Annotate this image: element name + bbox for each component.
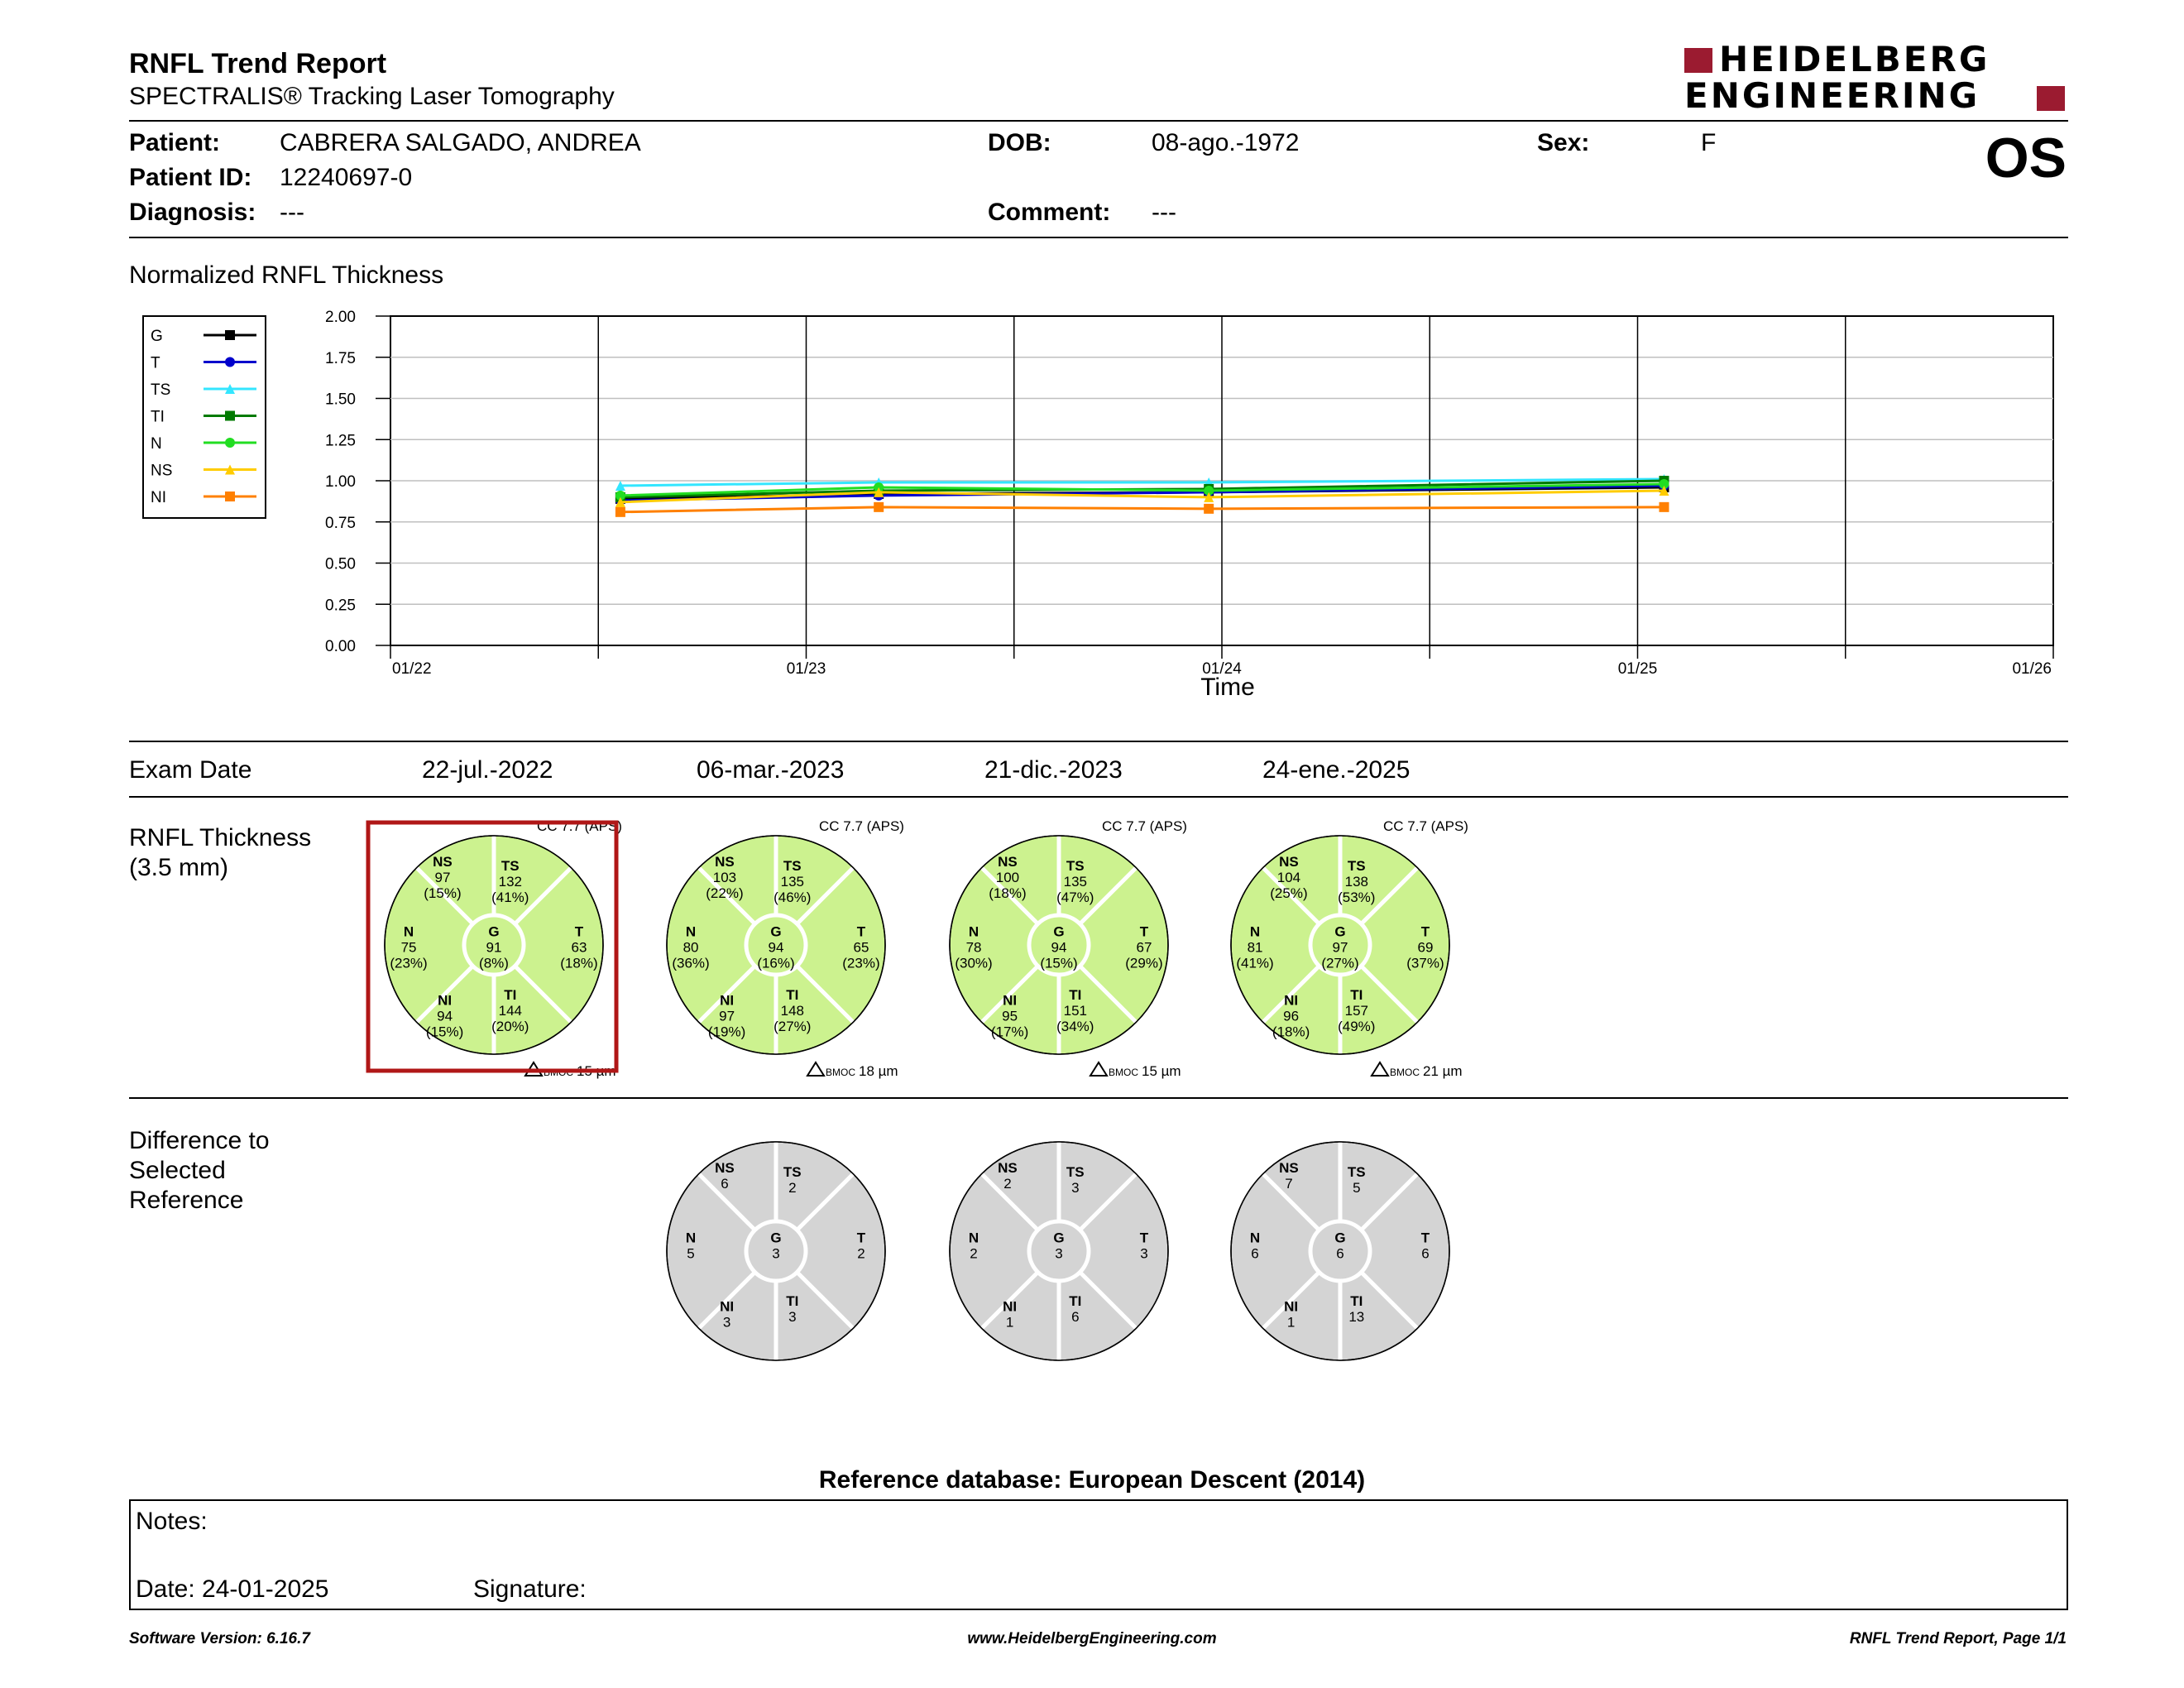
sector-value-n: 78 [965, 939, 982, 956]
exam-date-4: 24-ene.-2025 [1262, 756, 1410, 784]
sector-name-g: G [1053, 1230, 1065, 1246]
chart-grid [376, 316, 2053, 659]
sector-name-n: N [403, 923, 414, 940]
sector-name-ti: TI [1350, 987, 1363, 1003]
sector-name-t: T [856, 1230, 866, 1246]
bmoc-value: 21 µm [1423, 1063, 1463, 1079]
sector-percent-t: (29%) [1125, 955, 1163, 971]
sector-name-t: T [1139, 923, 1149, 940]
bmoc-label: BMOC [544, 1067, 573, 1078]
cc-label: CC 7.7 (APS) [537, 818, 622, 834]
report-subtitle: SPECTRALIS® Tracking Laser Tomography [129, 83, 615, 110]
sex-value: F [1701, 129, 1717, 156]
sector-name-t: T [1139, 1230, 1149, 1246]
patient-id-label: Patient ID: [129, 164, 252, 191]
y-tick-label: 0.25 [325, 597, 356, 615]
sector-percent-n: (30%) [955, 955, 993, 971]
sector-name-ni: NI [1284, 1298, 1299, 1315]
y-tick-label: 2.00 [325, 309, 356, 326]
y-axis-ticks [325, 309, 356, 655]
logo-text-bottom: ENGINEERING [1684, 75, 1980, 116]
sector-value-n: 75 [400, 939, 417, 956]
comment-label: Comment: [988, 199, 1111, 226]
difference-diagram [667, 1142, 885, 1360]
sector-value-ns: 100 [995, 869, 1020, 885]
sector-percent-ni: (15%) [425, 1024, 464, 1040]
cc-label: CC 7.7 (APS) [1102, 818, 1187, 834]
sector-name-ni: NI [720, 992, 735, 1009]
legend-label-n: N [151, 435, 162, 453]
sector-name-ni: NI [720, 1298, 735, 1315]
sector-diff-ns: 2 [1003, 1175, 1012, 1192]
delta-icon [1372, 1062, 1388, 1076]
exam-date-label: Exam Date [129, 756, 252, 784]
thickness-diagram [1231, 818, 1468, 1079]
sector-diff-ts: 2 [788, 1180, 797, 1196]
sector-value-ts: 135 [1063, 874, 1087, 890]
legend-marker-g [225, 330, 235, 340]
chart-legend [142, 315, 266, 519]
patient-name: CABRERA SALGADO, ANDREA [280, 129, 641, 156]
sector-percent-ti: (49%) [1338, 1019, 1376, 1034]
signature-label: Signature: [473, 1575, 587, 1603]
logo-square-top [1684, 48, 1712, 73]
patient-label: Patient: [129, 129, 221, 156]
legend-label-ts: TS [151, 381, 171, 399]
sector-name-g: G [1334, 1230, 1346, 1246]
sector-percent-g: (8%) [479, 955, 509, 971]
dob-value: 08-ago.-1972 [1152, 129, 1300, 156]
legend-label-g: G [151, 328, 163, 345]
sector-percent-ni: (18%) [1272, 1024, 1310, 1040]
series-point-ni [1204, 504, 1214, 514]
exam-bottom-divider [129, 796, 2068, 798]
bmoc-label: BMOC [1390, 1067, 1420, 1078]
sector-name-ti: TI [786, 987, 799, 1003]
sector-name-t: T [574, 923, 584, 940]
sector-name-ti: TI [1069, 1293, 1082, 1309]
y-tick-label: 1.50 [325, 391, 356, 409]
trend-chart [281, 306, 2068, 703]
sector-name-ti: TI [1069, 987, 1082, 1003]
report-title: RNFL Trend Report [129, 48, 387, 79]
sector-name-t: T [1420, 1230, 1430, 1246]
heidelberg-logo [1684, 39, 2067, 116]
sector-name-ns: NS [715, 1159, 735, 1176]
series-point-ni [874, 502, 884, 512]
bmoc-label: BMOC [1109, 1067, 1138, 1078]
sector-name-ni: NI [1003, 1298, 1018, 1315]
difference-diagrams [645, 1125, 1522, 1374]
sector-name-ti: TI [786, 1293, 799, 1309]
cc-label: CC 7.7 (APS) [1383, 818, 1468, 834]
sector-name-g: G [770, 1230, 782, 1246]
sector-name-ts: TS [1347, 1164, 1366, 1181]
x-tick-label: 01/24 [1202, 660, 1242, 678]
sector-percent-ni: (19%) [707, 1024, 746, 1040]
sector-percent-ns: (15%) [424, 885, 462, 901]
patient-divider [129, 237, 2068, 238]
exam-date-2: 06-mar.-2023 [697, 756, 845, 784]
sector-value-g: 94 [1051, 939, 1067, 956]
sector-percent-g: (16%) [757, 955, 795, 971]
sector-value-ns: 103 [712, 869, 737, 885]
sector-diff-ts: 5 [1353, 1180, 1361, 1196]
legend-label-ns: NS [151, 462, 173, 480]
sector-name-ts: TS [1347, 858, 1366, 875]
sector-value-ti: 144 [498, 1003, 522, 1019]
sector-percent-ns: (18%) [989, 885, 1027, 901]
x-tick-label: 01/26 [2012, 660, 2052, 678]
sector-name-t: T [856, 923, 866, 940]
sector-value-ti: 157 [1344, 1003, 1368, 1019]
y-tick-label: 1.75 [325, 349, 356, 367]
difference-label-1: Difference to [129, 1127, 270, 1154]
sector-percent-g: (15%) [1040, 955, 1078, 971]
legend-svg [144, 317, 265, 517]
sector-value-ti: 148 [780, 1003, 804, 1019]
sector-name-t: T [1420, 923, 1430, 940]
sector-name-ts: TS [1066, 858, 1085, 875]
sector-value-ni: 97 [719, 1008, 735, 1024]
patient-id: 12240697-0 [280, 164, 413, 191]
y-tick-label: 0.75 [325, 514, 356, 532]
sector-name-ts: TS [500, 858, 520, 875]
dob-label: DOB: [988, 129, 1051, 156]
sector-value-t: 63 [571, 939, 587, 956]
logo-square-bottom [2037, 86, 2065, 111]
series-line-ni [620, 507, 1664, 512]
y-tick-label: 1.25 [325, 432, 356, 450]
sector-value-ti: 151 [1063, 1003, 1087, 1019]
sector-value-ni: 96 [1283, 1008, 1300, 1024]
sector-percent-ts: (46%) [774, 890, 812, 906]
sector-percent-n: (36%) [672, 955, 710, 971]
sector-name-ti: TI [1350, 1293, 1363, 1309]
difference-divider [129, 1097, 2068, 1099]
sector-value-ni: 95 [1002, 1008, 1018, 1024]
sector-value-t: 65 [853, 939, 869, 956]
sector-percent-ti: (27%) [774, 1019, 812, 1034]
bmoc-value: 18 µm [859, 1063, 898, 1079]
sector-value-ts: 135 [780, 874, 804, 890]
sector-percent-n: (41%) [1236, 955, 1274, 971]
sector-value-g: 97 [1332, 939, 1348, 956]
legend-label-ni: NI [151, 489, 166, 506]
sector-diff-ti: 3 [788, 1309, 797, 1325]
sector-value-t: 67 [1136, 939, 1152, 956]
sector-name-ni: NI [1003, 992, 1018, 1009]
delta-icon [807, 1062, 824, 1076]
notes-label: Notes: [136, 1508, 208, 1535]
legend-label-ti: TI [151, 408, 165, 426]
sector-name-ns: NS [1279, 1159, 1299, 1176]
sector-name-g: G [770, 923, 782, 940]
sector-name-ni: NI [1284, 992, 1299, 1009]
x-axis-label: Time [1200, 674, 1255, 701]
sector-diff-g: 3 [772, 1245, 780, 1262]
notes-box[interactable] [129, 1499, 2068, 1610]
x-tick-label: 01/23 [786, 660, 826, 678]
sector-name-ns: NS [1279, 853, 1299, 870]
sector-name-ts: TS [1066, 1164, 1085, 1181]
sector-diff-ti: 6 [1071, 1309, 1080, 1325]
sector-diff-t: 6 [1421, 1245, 1430, 1262]
sector-name-g: G [488, 923, 500, 940]
sector-percent-t: (23%) [842, 955, 880, 971]
exam-date-1: 22-jul.-2022 [422, 756, 553, 784]
sector-diff-t: 3 [1140, 1245, 1148, 1262]
exam-top-divider [129, 741, 2068, 742]
sex-label: Sex: [1537, 129, 1590, 156]
series-point-ni [615, 507, 625, 517]
software-version: Software Version: 6.16.7 [129, 1630, 310, 1647]
legend-marker-t [225, 357, 235, 367]
series-point-ni [1659, 502, 1669, 512]
difference-label-3: Reference [129, 1187, 244, 1214]
sector-name-n: N [1249, 923, 1261, 940]
sector-name-ti: TI [504, 987, 517, 1003]
sector-diff-n: 5 [687, 1245, 695, 1262]
legend-marker-ti [225, 411, 235, 421]
sector-value-ni: 94 [437, 1008, 453, 1024]
y-tick-label: 0.50 [325, 555, 356, 573]
comment-value: --- [1152, 199, 1176, 226]
sector-value-ns: 104 [1276, 869, 1301, 885]
sector-percent-ns: (25%) [1270, 885, 1308, 901]
y-tick-label: 1.00 [325, 473, 356, 491]
reference-database: Reference database: European Descent (2014) [818, 1466, 1366, 1494]
sector-percent-ti: (20%) [491, 1019, 529, 1034]
date-label: Date: 24-01-2025 [136, 1575, 329, 1603]
sector-diff-ni: 1 [1005, 1314, 1014, 1331]
difference-diagram [950, 1142, 1168, 1360]
header-divider [129, 120, 2068, 122]
diagnosis-label: Diagnosis: [129, 199, 256, 226]
thickness-diagram [385, 818, 622, 1079]
x-tick-label: 01/22 [392, 660, 432, 678]
sector-diff-g: 3 [1055, 1245, 1063, 1262]
thickness-diagram [667, 818, 904, 1079]
sector-percent-n: (23%) [390, 955, 428, 971]
sector-name-ns: NS [433, 853, 453, 870]
sector-percent-ts: (41%) [491, 890, 529, 906]
sector-diff-ni: 1 [1286, 1314, 1296, 1331]
eye-label: OS [1985, 127, 2067, 189]
difference-diagram [1231, 1142, 1449, 1360]
thickness-sublabel: (3.5 mm) [129, 854, 228, 881]
sector-name-n: N [1249, 1230, 1261, 1246]
sector-value-n: 81 [1247, 939, 1263, 956]
sector-value-g: 94 [768, 939, 784, 956]
sector-name-ns: NS [998, 1159, 1018, 1176]
sector-diff-ns: 7 [1285, 1175, 1293, 1192]
page-number: RNFL Trend Report, Page 1/1 [1849, 1630, 2067, 1647]
website-link[interactable]: www.HeidelbergEngineering.com [967, 1630, 1217, 1647]
sector-diff-ni: 3 [722, 1314, 731, 1331]
sector-diff-t: 2 [857, 1245, 865, 1262]
logo-text-top: HEIDELBERG [1719, 39, 1990, 79]
sector-diff-ti: 13 [1348, 1309, 1365, 1325]
diagnosis-value: --- [280, 199, 304, 226]
sector-percent-ts: (47%) [1056, 890, 1094, 906]
sector-name-n: N [968, 1230, 979, 1246]
sector-name-g: G [1053, 923, 1065, 940]
sector-name-g: G [1334, 923, 1346, 940]
sector-value-t: 69 [1417, 939, 1434, 956]
exam-date-3: 21-dic.-2023 [984, 756, 1123, 784]
sector-diff-g: 6 [1336, 1245, 1344, 1262]
thickness-diagram [950, 818, 1187, 1079]
y-tick-label: 0.00 [325, 638, 356, 655]
sector-value-ts: 138 [1344, 874, 1368, 890]
x-tick-label: 01/25 [1617, 660, 1658, 678]
delta-icon [1090, 1062, 1107, 1076]
sector-percent-ni: (17%) [990, 1024, 1029, 1040]
sector-name-ns: NS [715, 853, 735, 870]
legend-marker-n [225, 438, 235, 448]
thickness-label: RNFL Thickness [129, 824, 312, 851]
sector-name-ts: TS [783, 858, 802, 875]
sector-percent-g: (27%) [1321, 955, 1359, 971]
sector-diff-n: 2 [970, 1245, 978, 1262]
sector-name-ni: NI [438, 992, 453, 1009]
sector-percent-ti: (34%) [1056, 1019, 1094, 1034]
bmoc-value: 15 µm [1142, 1063, 1181, 1079]
chart-section-title: Normalized RNFL Thickness [129, 261, 444, 289]
sector-percent-t: (37%) [1406, 955, 1444, 971]
sector-name-n: N [685, 923, 697, 940]
sector-diff-ts: 3 [1071, 1180, 1080, 1196]
sector-value-ns: 97 [434, 869, 451, 885]
sector-name-ts: TS [783, 1164, 802, 1181]
sector-diff-ns: 6 [721, 1175, 729, 1192]
legend-label-t: T [151, 354, 160, 372]
legend-marker-ni [225, 492, 235, 501]
bmoc-value: 15 µm [577, 1063, 616, 1079]
difference-label-2: Selected [129, 1157, 226, 1184]
bmoc-label: BMOC [826, 1067, 855, 1078]
sector-percent-t: (18%) [560, 955, 598, 971]
sector-value-g: 91 [486, 939, 502, 956]
thickness-diagrams [347, 811, 1522, 1084]
sector-percent-ns: (22%) [706, 885, 744, 901]
sector-name-ns: NS [998, 853, 1018, 870]
sector-name-n: N [685, 1230, 697, 1246]
sector-value-ts: 132 [498, 874, 522, 890]
sector-name-n: N [968, 923, 979, 940]
cc-label: CC 7.7 (APS) [819, 818, 904, 834]
sector-value-n: 80 [682, 939, 699, 956]
sector-percent-ts: (53%) [1338, 890, 1376, 906]
sector-diff-n: 6 [1251, 1245, 1259, 1262]
